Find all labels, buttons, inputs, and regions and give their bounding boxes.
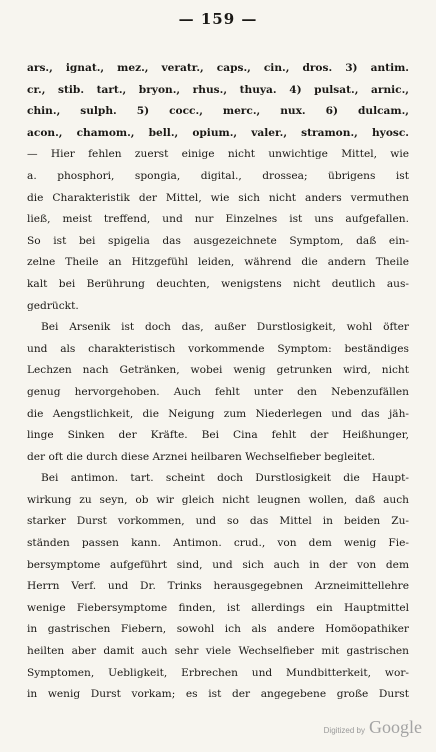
text-line: genug hervorgehoben. Auch fehlt unter den Nebenzufällen [27, 385, 409, 398]
text-line: in wenig Durst vorkam; es ist der angegebene große Durst [27, 688, 409, 701]
text-line: Lechzen nach Getränken, wobei wenig getrunken wird, nicht [27, 364, 409, 377]
text-line: So ist bei spigelia das ausgezeichnete Symptom, daß ein- [27, 234, 409, 247]
text-line: wenige Fiebersymptome finden, ist allerdings ein Hauptmittel [27, 601, 409, 614]
text-line: Herrn Verf. und Dr. Trinks herausgegebnen Arzneimittellehre [27, 580, 409, 593]
text-line: heilten aber damit auch sehr viele Wechselfieber mit gastrischen [27, 645, 409, 658]
google-logo: Google [369, 717, 422, 737]
text-line: — Hier fehlen zuerst einige nicht unwichtige Mittel, wie [27, 148, 409, 161]
text-line: in gastrischen Fiebern, sowohl ich als andere Homöopathiker [27, 623, 409, 636]
text-line: acon., chamom., bell., opium., valer., stramon., hyosc. [27, 126, 409, 139]
text-line: kalt bei Berührung deuchten, wenigstens nicht deutlich aus- [27, 277, 409, 290]
text-line: ars., ignat., mez., veratr., caps., cin., dros. 3) antim. [27, 62, 409, 74]
text-line: und als charakteristisch vorkommende Symptom: beständiges [27, 342, 409, 355]
text-line: die Charakteristik der Mittel, wie sich nicht anders vermuthen [27, 191, 409, 204]
text-line: Bei Arsenik ist doch das, außer Durstlosigkeit, wohl öfter [41, 321, 409, 334]
text-line: ließ, meist treffend, und nur Einzelnes ist uns aufgefallen. [27, 213, 409, 226]
text-line: chin., sulph. 5) cocc., merc., nux. 6) dulcam., [27, 105, 409, 118]
text-line: cr., stib. tart., bryon., rhus., thuya. 4) pulsat., arnic., [27, 83, 409, 96]
text-line: wirkung zu seyn, ob wir gleich nicht leugnen wollen, daß auch [27, 493, 409, 506]
digitization-watermark [324, 717, 422, 738]
body-text [27, 58, 409, 706]
text-line: bersymptome aufgeführt sind, und sich auch in der von dem [27, 558, 409, 571]
text-line: Symptomen, Uebligkeit, Erbrechen und Mundbitterkeit, wor- [27, 666, 409, 679]
text-line: Bei antimon. tart. scheint doch Durstlosigkeit die Haupt- [41, 472, 409, 485]
text-line: linge Sinken der Kräfte. Bei Cina fehlt der Heißhunger, [27, 429, 409, 442]
text-line: der oft die durch diese Arznei heilbaren Wechselfieber begleitet. [27, 450, 376, 463]
text-line: ständen passen kann. Antimon. crud., von dem wenig Fie- [27, 537, 409, 550]
watermark-prefix: Digitized by [323, 726, 365, 735]
text-line: a. phosphori, spongia, digital., drossea; übrigens ist [27, 169, 409, 182]
page-number: — 159 — [178, 10, 258, 28]
text-line: zelne Theile an Hitzgefühl leiden, während die andern Theile [27, 256, 409, 269]
text-line: gedrückt. [27, 299, 79, 312]
text-line: die Aengstlichkeit, die Neigung zum Niederlegen und das jäh- [27, 407, 409, 420]
text-line: starker Durst vorkommen, und so das Mittel in beiden Zu- [27, 515, 409, 528]
